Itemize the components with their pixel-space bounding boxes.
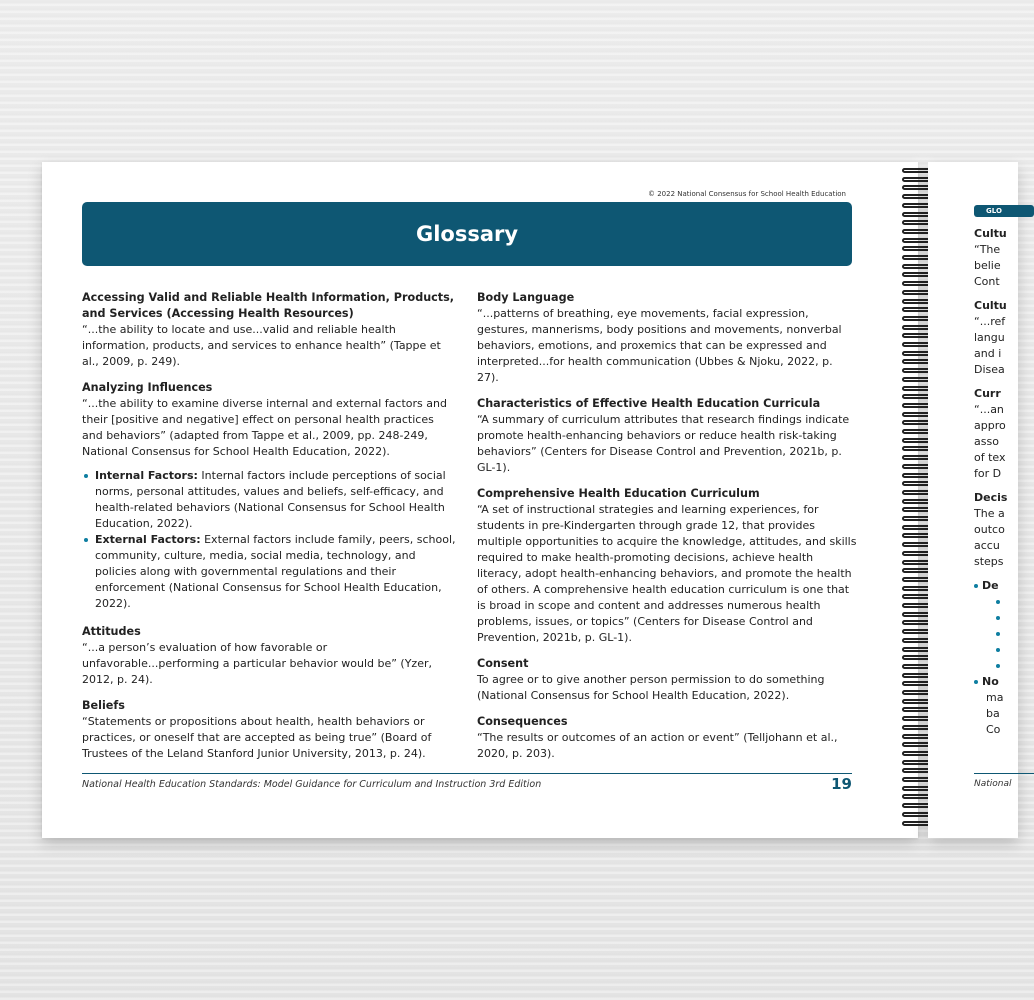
title-banner — [82, 202, 852, 266]
next-page-bullet-line — [974, 706, 1007, 722]
left-page — [42, 162, 918, 838]
bullet-text: External factors include family, peers, school, community, culture, media, social media, technology, and policies along with governmental regulations and their enforcement (National Consensus for School Health Education, 2022). — [95, 533, 456, 610]
glossary-definition: “The results or outcomes of an action or event” (Telljohann et al., 2020, p. 203). — [477, 731, 838, 760]
next-page-line: for D — [974, 467, 1002, 480]
next-page-line: asso — [974, 435, 999, 448]
bullet-label: Internal Factors: — [95, 469, 198, 482]
glossary-definition: “...the ability to examine diverse internal and external factors and their [positive and negative] effect on personal health practices and behaviors” (adapted from Tappe et al., 2009, pp. 248-249, National Consensus for School Health Education, 2022). — [82, 397, 447, 458]
next-page-line: The a — [974, 507, 1005, 520]
bullet-dot-icon — [996, 664, 1000, 668]
next-page-line: Cultu — [974, 299, 1007, 312]
bullet-item — [95, 532, 456, 612]
glossary-definition: To agree or to give another person permission to do something (National Consensus for School Health Education, 2022). — [477, 673, 825, 702]
next-page-line: Cont — [974, 275, 1000, 288]
bullet-dot-icon — [84, 538, 88, 542]
glossary-term: Characteristics of Effective Health Education Curricula — [477, 397, 821, 410]
next-page-line: Curr — [974, 387, 1001, 400]
glossary-definition: “...patterns of breathing, eye movements, facial expression, gestures, mannerisms, body positions and movements, nonverbal behaviors, emotions, and proxemics that can be expressed and interpreted...for health communication (Ubbes & Njoku, 2022, p. 27). — [477, 307, 842, 384]
bullet-dot-icon — [996, 648, 1000, 652]
glossary-definition: “A summary of curriculum attributes that research findings indicate promote health-enhancing behaviors or reduce health risk-taking behaviors” (Centers for Disease Control and Prevention, 2021b, p. GL-1). — [477, 413, 850, 474]
next-page-partial — [928, 162, 1018, 838]
glossary-definition: “Statements or propositions about health, health behaviors or practices, or oneself that are accepted as being true” (Board of Trustees of the Leland Stanford Junior University, 2013, p. 24). — [82, 715, 432, 760]
bullet-list — [82, 468, 456, 612]
glossary-term: Body Language — [477, 291, 575, 304]
glossary-term: Attitudes — [82, 625, 141, 638]
glossary-definition: “...the ability to locate and use...valid and reliable health information, products, and services to enhance health” (Tappe et al., 2009, p. 249). — [82, 323, 441, 368]
glossary-entry — [477, 290, 857, 386]
next-page-line: accu — [974, 539, 1000, 552]
next-page-footer-divider — [974, 773, 1034, 774]
glossary-entry — [477, 396, 857, 476]
next-page-bullet-line — [974, 722, 1007, 738]
bullet-dot-icon — [996, 600, 1000, 604]
bullet-dot-icon — [84, 474, 88, 478]
glossary-entry — [82, 698, 456, 762]
copyright-notice: © 2022 National Consensus for School Health Education — [648, 190, 846, 198]
next-page-bullet-line — [974, 594, 1007, 610]
next-page-line — [974, 482, 1007, 490]
next-page-line: langu — [974, 331, 1005, 344]
bullet-dot-icon — [974, 680, 978, 684]
glossary-entry — [477, 656, 857, 704]
glossary-term: Analyzing Influences — [82, 381, 213, 394]
glossary-definition: “A set of instructional strategies and learning experiences, for students in pre-Kindergarten through grade 12, that provides multiple opportunities to acquire the knowledge, attitudes, and skills required to make health-promoting decisions, achieve health literacy, adopt health-enhancing behaviors, and promote the health of others. A comprehensive health education curriculum is one that is broad in scope and content and addresses numerous health problems, issues, or topics” (Centers for Disease Control and Prevention, 2021b, p. GL-1). — [477, 503, 857, 644]
footer-divider — [82, 773, 852, 774]
next-page-badge: GLO — [974, 205, 1034, 217]
next-page-gap — [974, 570, 1007, 578]
next-page-bullet-line — [974, 626, 1007, 642]
glossary-definition: “...a person’s evaluation of how favorable or unfavorable...performing a particular behavior would be” (Yzer, 2012, p. 24). — [82, 641, 432, 686]
page-title: Glossary — [415, 222, 519, 246]
next-page-line: and i — [974, 347, 1002, 360]
next-page-bullet-text: De — [982, 579, 999, 592]
next-page-bullet-line — [974, 674, 1007, 690]
bullet-dot-icon — [996, 616, 1000, 620]
next-page-line: steps — [974, 555, 1004, 568]
next-page-line: “The — [974, 243, 1001, 256]
next-page-text — [974, 226, 1007, 738]
next-page-line — [974, 378, 1007, 386]
glossary-term: Consent — [477, 657, 529, 670]
next-page-line: “...ref — [974, 315, 1006, 328]
next-page-bullet-text: ma — [986, 691, 1004, 704]
left-column — [82, 290, 456, 772]
next-page-bullet-line — [974, 658, 1007, 674]
glossary-entry — [477, 714, 857, 762]
next-page-line: of tex — [974, 451, 1006, 464]
next-page-line — [974, 290, 1007, 298]
bullet-dot-icon — [974, 584, 978, 588]
next-page-footer-text: National — [974, 779, 1012, 789]
glossary-term: Beliefs — [82, 699, 125, 712]
page-number: 19 — [831, 775, 852, 793]
glossary-term: Accessing Valid and Reliable Health Information, Products, and Services (Accessing Health Resources) — [82, 291, 455, 320]
next-page-bullet-line — [974, 642, 1007, 658]
footer-text: National Health Education Standards: Model Guidance for Curriculum and Instruction 3rd Edition — [82, 779, 542, 790]
next-page-line: “...an — [974, 403, 1004, 416]
right-column — [477, 290, 857, 772]
next-page-line: Disea — [974, 363, 1005, 376]
next-page-line: belie — [974, 259, 1001, 272]
glossary-entry — [82, 290, 456, 370]
next-page-bullet-text: Co — [986, 723, 1001, 736]
next-page-bullet-line — [974, 610, 1007, 626]
bullet-item — [95, 468, 456, 532]
glossary-entry — [477, 486, 857, 646]
next-page-bullet-line — [974, 578, 1007, 594]
next-page-bullet-line — [974, 690, 1007, 706]
bullet-label: External Factors: — [95, 533, 201, 546]
glossary-entry — [82, 624, 456, 688]
next-page-line: outco — [974, 523, 1005, 536]
next-page-bullet-text: No — [982, 675, 999, 688]
next-page-line: Decis — [974, 491, 1008, 504]
next-page-bullet-text: ba — [986, 707, 1000, 720]
glossary-term: Comprehensive Health Education Curriculum — [477, 487, 760, 500]
bullet-text: Internal factors include perceptions of social norms, personal attitudes, values and beliefs, self-efficacy, and health-related behaviors (National Consensus for School Health Education, 2022). — [95, 469, 446, 530]
bullet-dot-icon — [996, 632, 1000, 636]
next-page-line: appro — [974, 419, 1006, 432]
next-page-line: Cultu — [974, 227, 1007, 240]
glossary-term: Consequences — [477, 715, 568, 728]
glossary-entry — [82, 380, 456, 612]
